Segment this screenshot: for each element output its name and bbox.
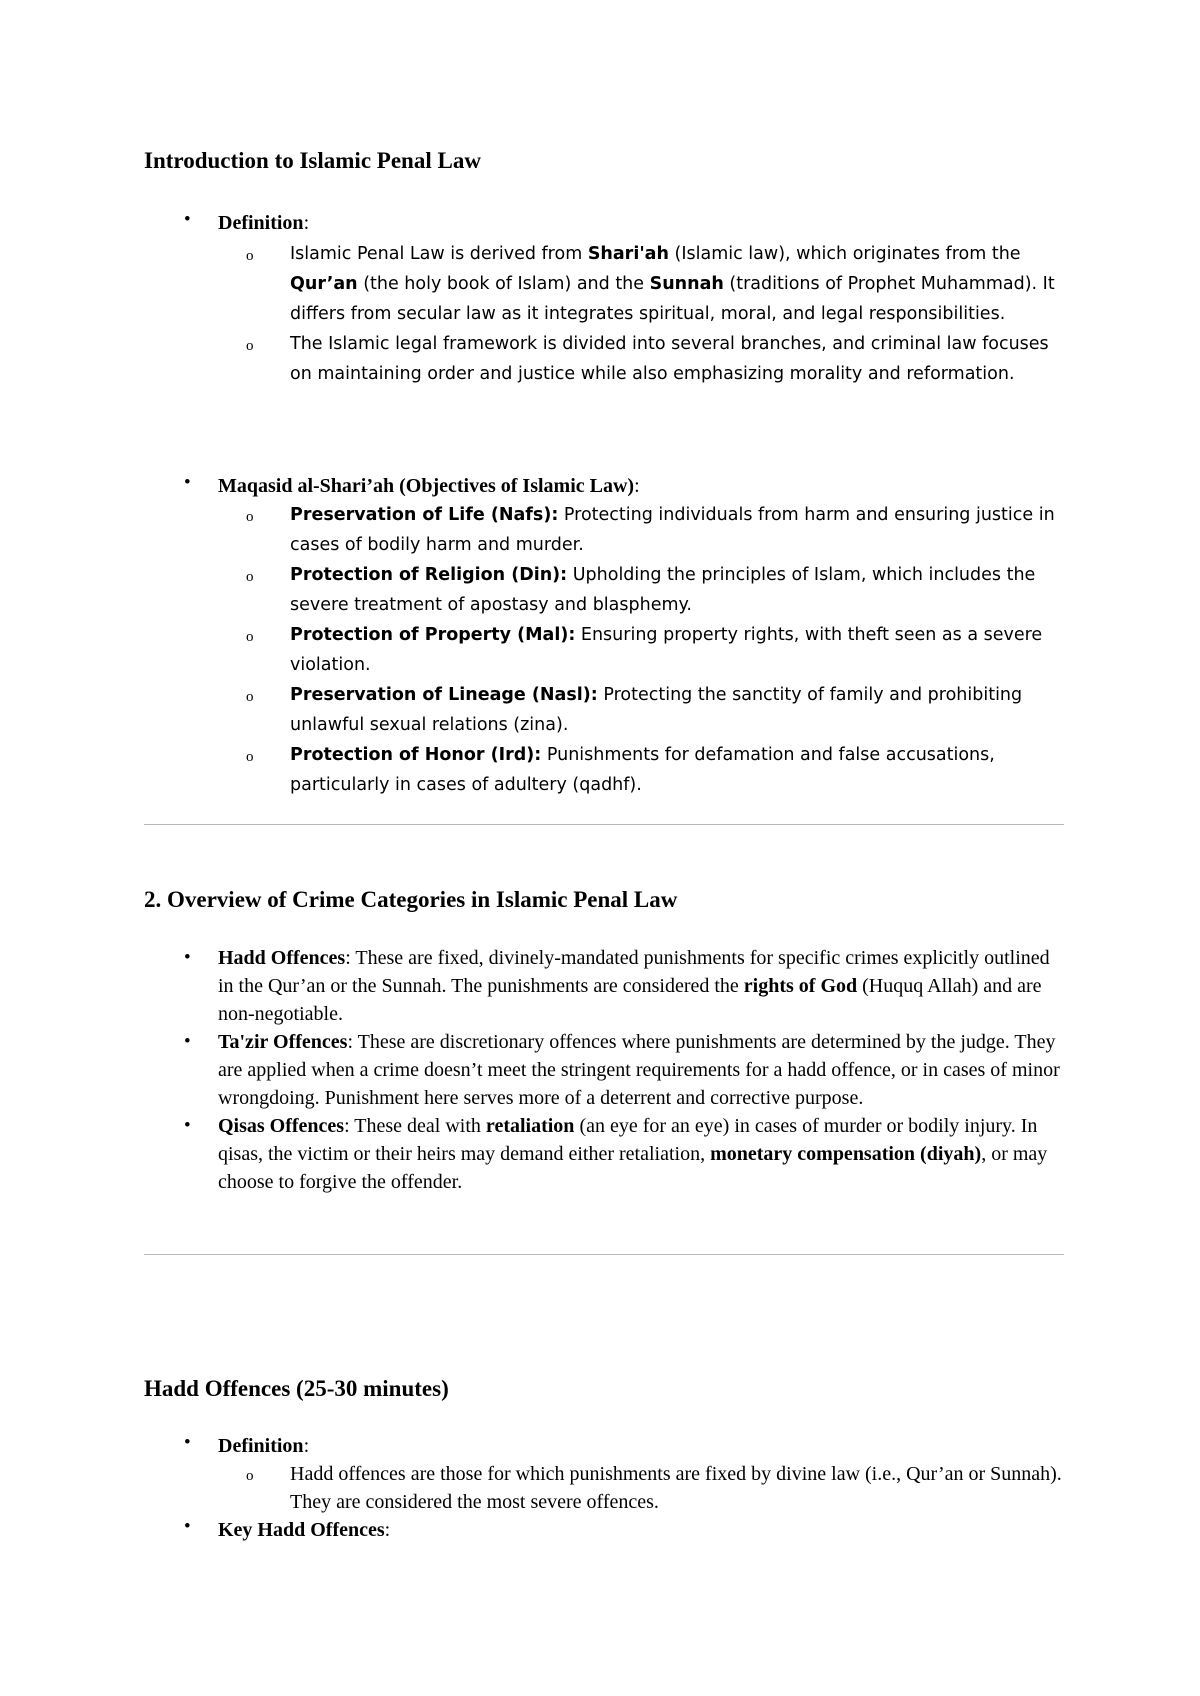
list-item-tazir-offences: • Ta'zir Offences: These are discretionary offences where punishments are determined by the judge. They are applied when a crime doesn’t meet the stringent requirements for a hadd offence, or in cases of minor wrongdoing. Punishment here serves more of a deterrent and corrective purpose.	[184, 1028, 1064, 1112]
bullet: •	[184, 1031, 191, 1052]
bullet: •	[184, 1115, 191, 1136]
sub-bullet: o	[246, 509, 254, 525]
sub-bullet: o	[246, 338, 254, 354]
bullet: •	[184, 947, 191, 968]
hadd-list	[184, 1432, 1064, 1544]
objective-item: o Protection of Property (Mal): Ensuring property rights, with theft seen as a severe violation.	[246, 620, 1064, 680]
objective-item: o Protection of Honor (Ird): Punishments for defamation and false accusations, particularly in cases of adultery (qadhf).	[246, 740, 1064, 800]
bullet: •	[184, 472, 191, 493]
horizontal-rule	[144, 824, 1064, 825]
crime-categories-list	[184, 944, 1064, 1196]
sub-bullet: o	[246, 248, 254, 264]
hadd-definition-sublist	[246, 1460, 1064, 1516]
sub-bullet: o	[246, 689, 254, 705]
list-item-maqasid: • Maqasid al-Shari’ah (Objectives of Islamic Law): o Preservation of Life (Nafs): Protecting individuals from harm and ensuring justice in cases of bodily harm and murder. o Protection of Religion (Din): Upholding the principles of Islam, which includes the severe treatment of apostasy and blasphemy. o Protection of Property (Mal): Ensuring property rights, with theft seen as a severe violation. o Preservation of Lineage (Nasl): Protecting the sanctity of family and prohibiting unlawful sexual relations (zina). o Protection of Honor (Ird): Punishments for defamation and false accusations, particularly in cases of adultery (qadhf).	[184, 472, 1064, 800]
list-item-qisas-offences: • Qisas Offences: These deal with retaliation (an eye for an eye) in cases of murder or bodily injury. In qisas, the victim or their heirs may demand either retaliation, monetary compensation (diyah), or may choose to forgive the offender.	[184, 1112, 1064, 1196]
bullet: •	[184, 1432, 191, 1453]
objective-item: o Preservation of Life (Nafs): Protecting individuals from harm and ensuring justice in cases of bodily harm and murder.	[246, 500, 1064, 560]
list-item-hadd-definition-text: o Hadd offences are those for which punishments are fixed by divine law (i.e., Qur’an or Sunnah). They are considered the most severe offences.	[246, 1463, 1062, 1513]
list-item-definition: • Definition: o Islamic Penal Law is derived from Shari'ah (Islamic law), which originates from the Qur’an (the holy book of Islam) and the Sunnah (traditions of Prophet Muhammad). It differs from secular law as it integrates spiritual, moral, and legal responsibilities. o The Islamic legal framework is divided into several branches, and criminal law focuses on maintaining order and justice while also emphasizing morality and reformation.	[184, 209, 1064, 389]
sub-bullet: o	[246, 749, 254, 765]
maqasid-label: Maqasid al-Shari’ah (Objectives of Islamic Law)	[218, 475, 635, 497]
sub-bullet: o	[246, 569, 254, 585]
objective-item: o Preservation of Lineage (Nasl): Protecting the sanctity of family and prohibiting unlawful sexual relations (zina).	[246, 680, 1064, 740]
list-item-definition-derivation: o Islamic Penal Law is derived from Shari'ah (Islamic law), which originates from the Qur’an (the holy book of Islam) and the Sunnah (traditions of Prophet Muhammad). It differs from secular law as it integrates spiritual, moral, and legal responsibilities.	[246, 239, 1064, 329]
bullet: •	[184, 1516, 191, 1537]
section-heading-introduction: Introduction to Islamic Penal Law	[144, 148, 481, 173]
sub-bullet: o	[246, 1468, 254, 1484]
sub-bullet: o	[246, 629, 254, 645]
list-item-hadd-definition: • Definition: o Hadd offences are those for which punishments are fixed by divine law (i.e., Qur’an or Sunnah). They are considered the most severe offences.	[184, 1432, 1064, 1516]
definition-sublist	[246, 239, 1064, 389]
objectives-sublist	[246, 500, 1064, 800]
section-heading-overview: 2. Overview of Crime Categories in Islamic Penal Law	[144, 887, 678, 912]
bullet: •	[184, 209, 191, 230]
list-item-hadd-offences: • Hadd Offences: These are fixed, divinely-mandated punishments for specific crimes explicitly outlined in the Qur’an or the Sunnah. The punishments are considered the rights of God (Huquq Allah) and are non-negotiable.	[184, 944, 1064, 1028]
objective-item: o Protection of Religion (Din): Upholding the principles of Islam, which includes the severe treatment of apostasy and blasphemy.	[246, 560, 1064, 620]
list-item-key-hadd-offences: • Key Hadd Offences:	[184, 1516, 391, 1541]
definition-label: Definition	[218, 212, 304, 234]
maqasid-list	[184, 472, 1064, 800]
section-heading-hadd-offences: Hadd Offences (25-30 minutes)	[144, 1376, 449, 1401]
introduction-list	[184, 209, 1064, 389]
horizontal-rule	[144, 1254, 1064, 1255]
list-item-definition-framework: o The Islamic legal framework is divided into several branches, and criminal law focuses on maintaining order and justice while also emphasizing morality and reformation.	[246, 329, 1064, 389]
